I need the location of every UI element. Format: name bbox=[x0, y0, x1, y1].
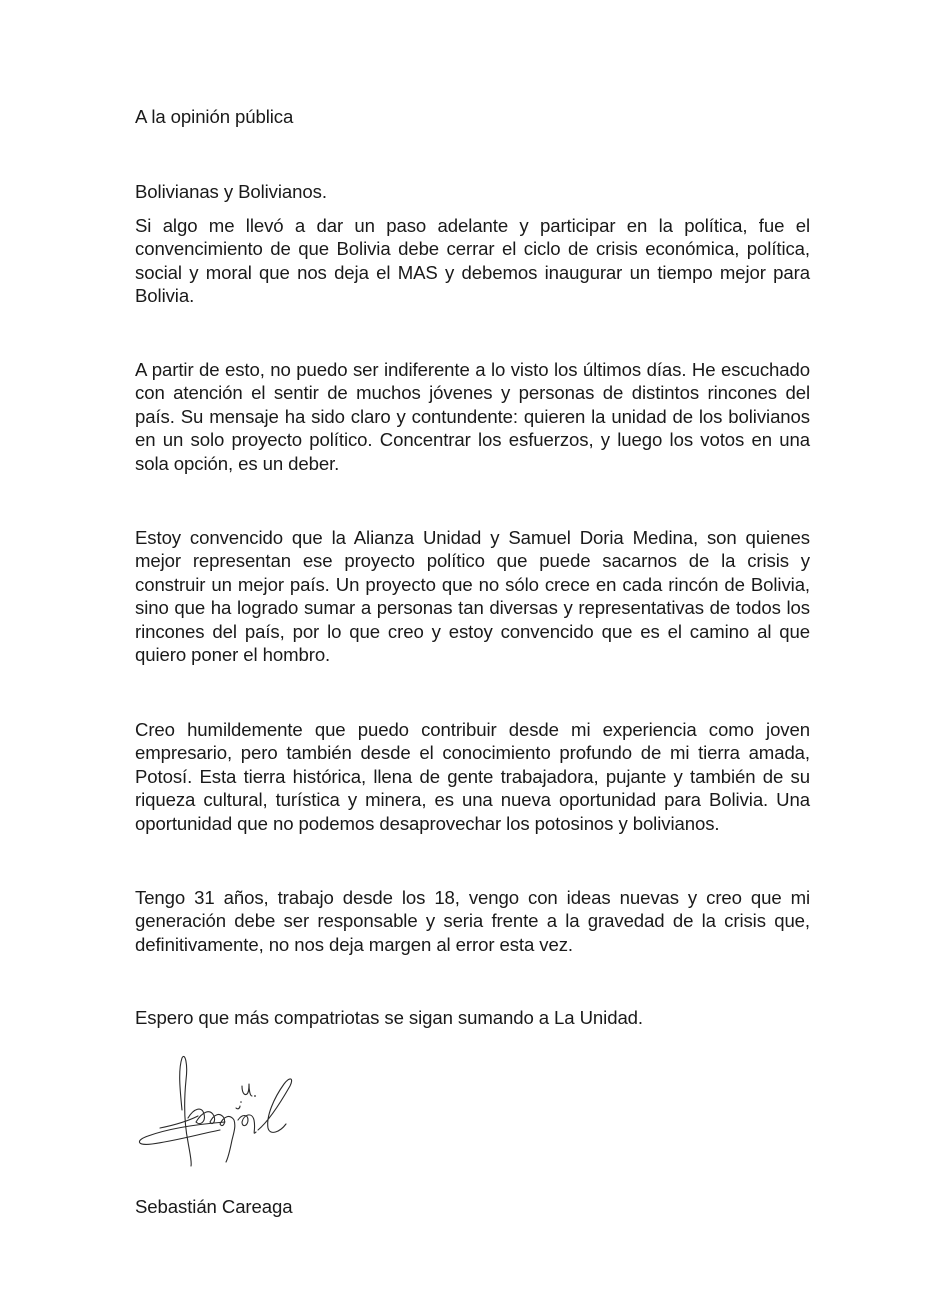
letter-paragraph: Tengo 31 años, trabajo desde los 18, vengo con ideas nuevas y creo que mi generación debe ser responsable y seria frente a la gravedad de la crisis que, definitivamente, no nos deja margen al error esta vez. bbox=[135, 887, 810, 955]
letter-paragraph: Creo humildemente que puedo contribuir desde mi experiencia como joven empresario, pero también desde el conocimiento profundo de mi tierra amada, Potosí. Esta tierra histórica, llena de gente trabajadora, pujante y también de su riqueza cultural, turística y minera, es una nueva oportunidad para Bolivia. Una oportunidad que no podemos desaprovechar los potosinos y bolivianos. bbox=[135, 719, 810, 834]
letter-greeting: Bolivianas y Bolivianos. bbox=[135, 181, 327, 202]
letter-paragraph: A partir de esto, no puedo ser indiferente a lo visto los últimos días. He escuchado con atención el sentir de muchos jóvenes y personas de distintos rincones del país. Su mensaje ha sido claro y contundente: quieren la unidad de los bolivianos en un solo proyecto político. Concentrar los esfuerzos, y luego los votos en una sola opción, es un deber. bbox=[135, 359, 810, 474]
letter-paragraph: Estoy convencido que la Alianza Unidad y Samuel Doria Medina, son quienes mejor representan ese proyecto político que puede sacarnos de la crisis y construir un mejor país. Un proyecto que no sólo crece en cada rincón de Bolivia, sino que ha logrado sumar a personas tan diversas y representativas de todos los rincones del país, por lo que creo y estoy convencido que es el camino al que quiero poner el hombro. bbox=[135, 527, 810, 666]
letter-heading: A la opinión pública bbox=[135, 106, 294, 127]
handwritten-signature bbox=[130, 1050, 305, 1170]
letter-paragraph: Si algo me llevó a dar un paso adelante y participar en la política, fue el convencimiento de que Bolivia debe cerrar el ciclo de crisis económica, política, social y moral que nos deja el MAS y debemos inaugurar un tiempo mejor para Bolivia. bbox=[135, 215, 810, 307]
signatory-name: Sebastián Careaga bbox=[135, 1196, 293, 1217]
letter-paragraph: Espero que más compatriotas se sigan sumando a La Unidad. bbox=[135, 1007, 643, 1028]
